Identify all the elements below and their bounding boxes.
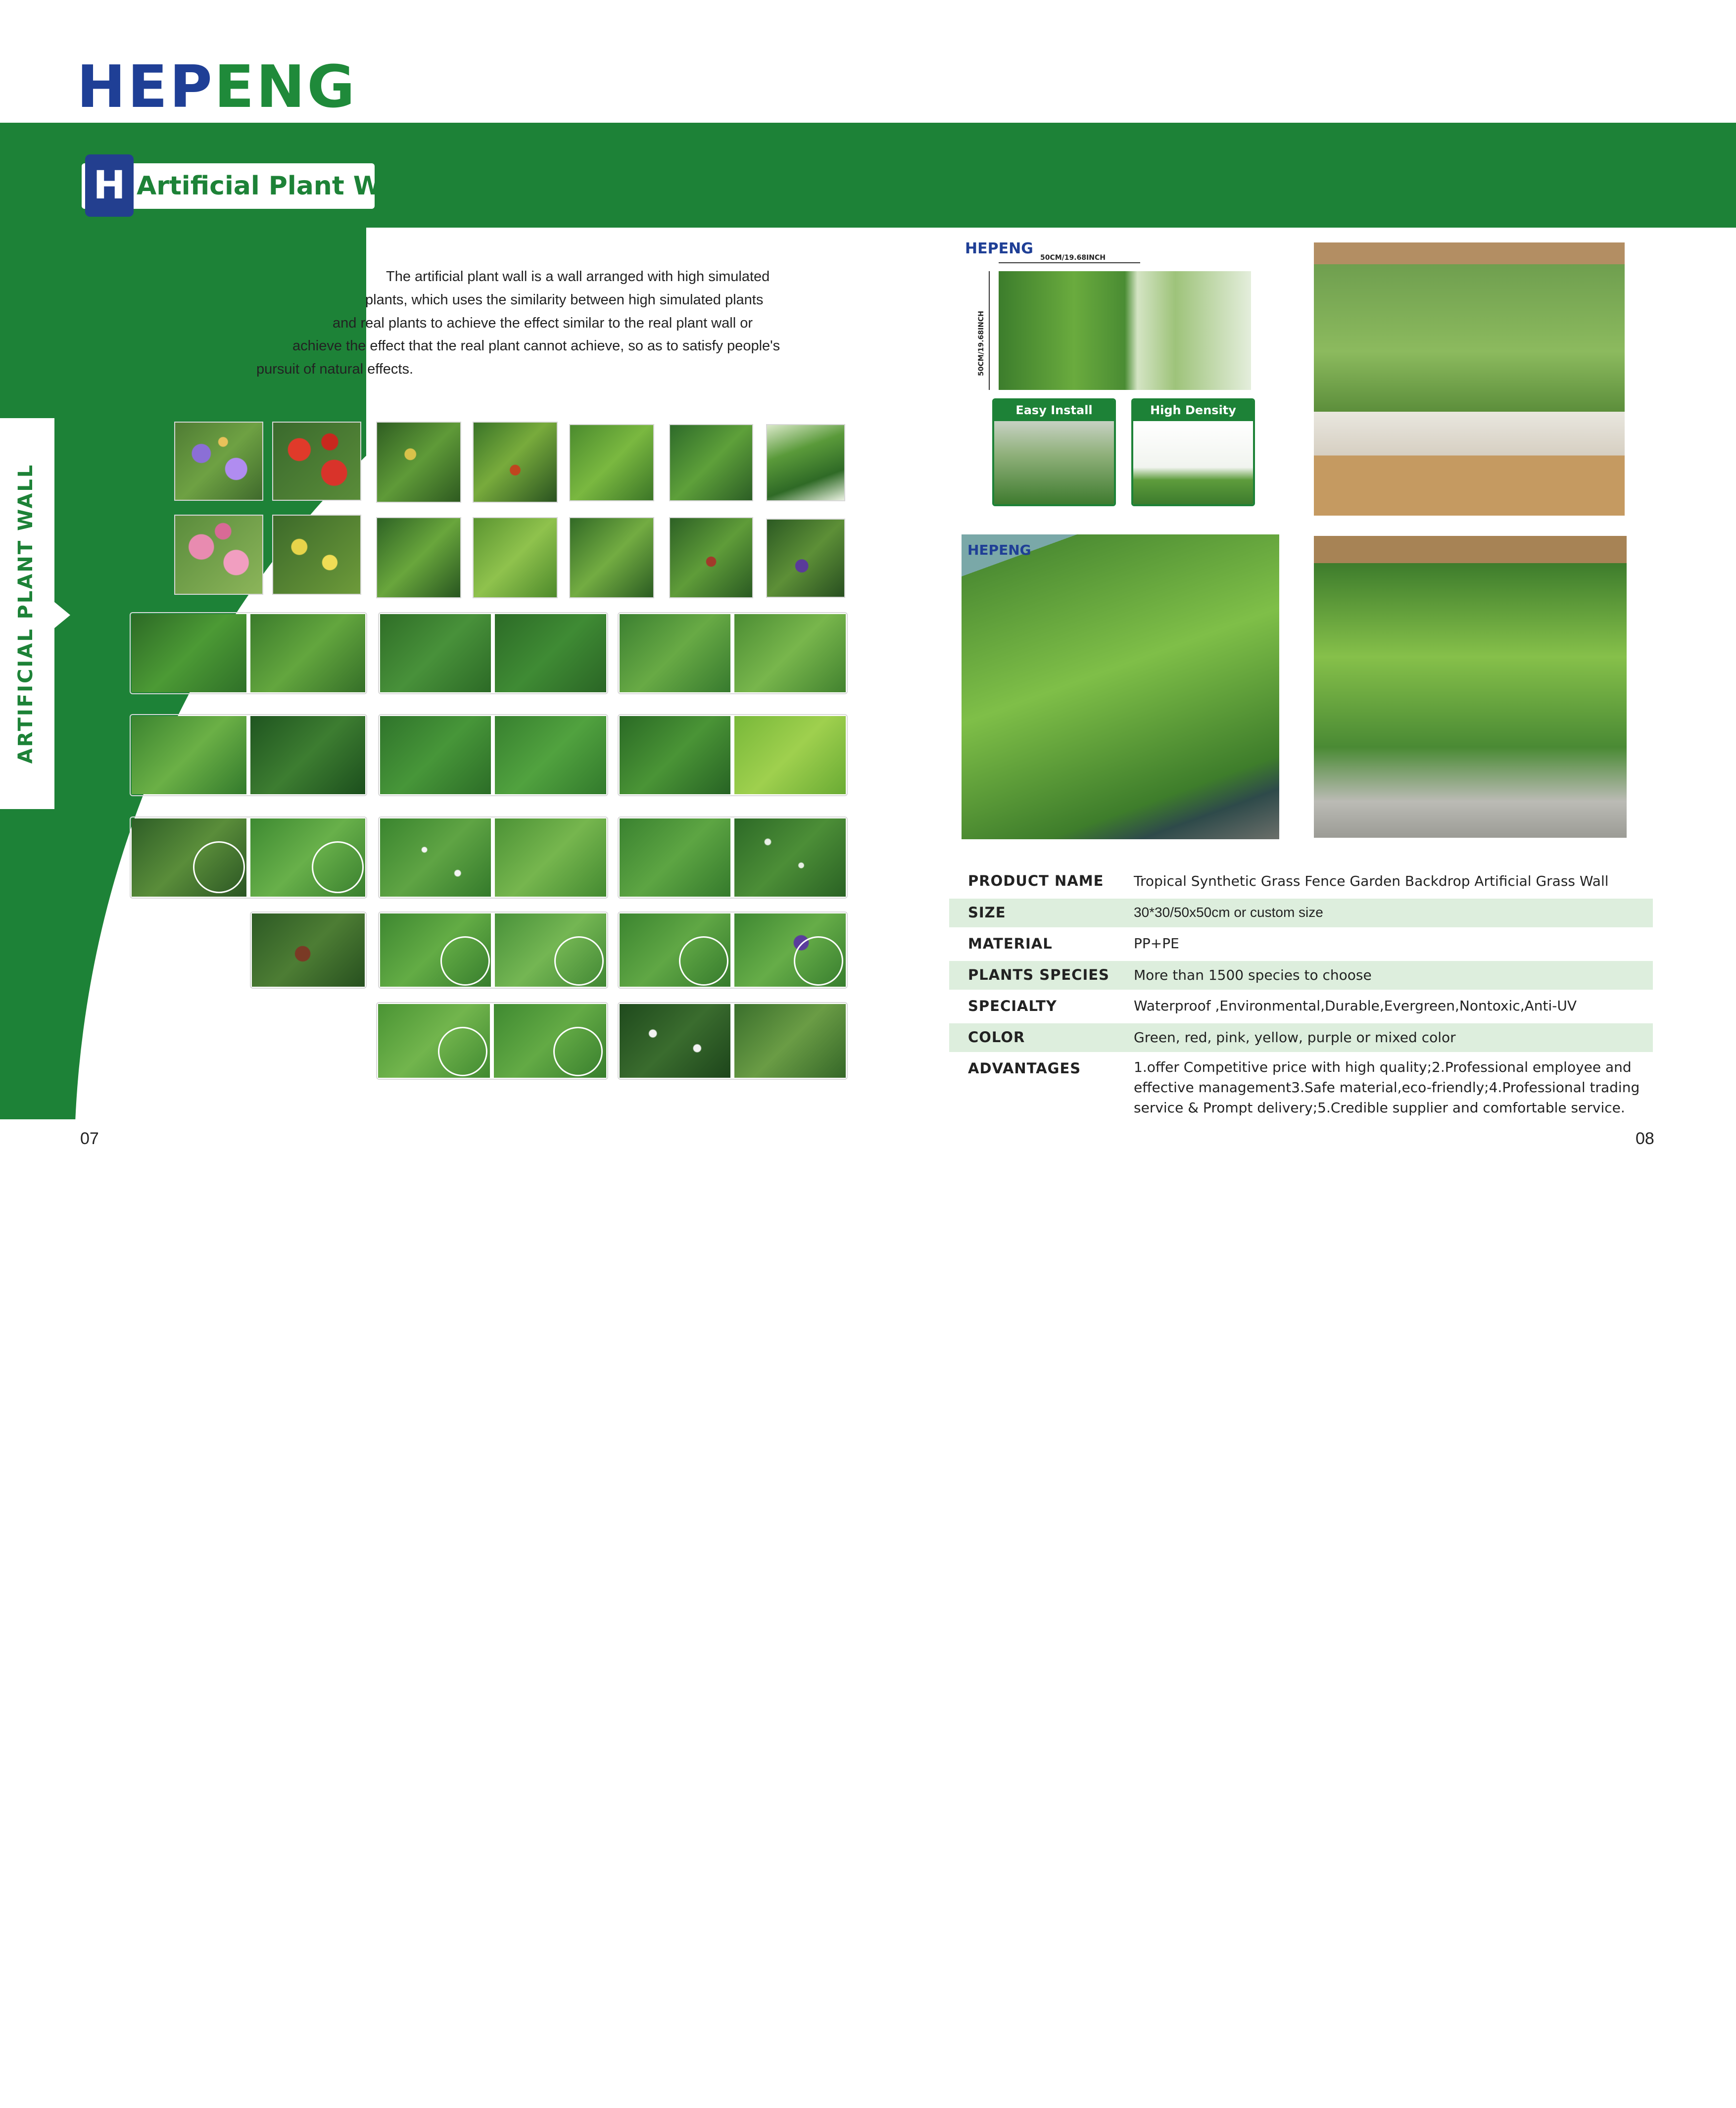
- feature-easy-install-label: Easy Install: [994, 400, 1114, 421]
- width-dimension-label: 50CM/19.68INCH: [1040, 254, 1106, 262]
- spec-key: COLOR: [968, 1029, 1025, 1046]
- swatch-red-fern: [252, 913, 365, 987]
- swatch-grass-a: [380, 716, 491, 794]
- spec-key: MATERIAL: [968, 935, 1053, 952]
- detail-circle: [794, 936, 843, 986]
- side-label: ARTIFICIAL PLANT WALL: [14, 463, 37, 764]
- detail-circle: [438, 1027, 487, 1076]
- spec-row: [949, 929, 1653, 958]
- spec-value: Waterproof ,Environmental,Durable,Evergreen,Nontoxic,Anti-UV: [1134, 998, 1577, 1014]
- feature-high-density: [1131, 398, 1255, 506]
- swatch-purple-leaf-mix: [766, 519, 845, 598]
- swatch-boxwood-a: [380, 614, 491, 692]
- intro-line-1: The artificial plant wall is a wall arranged with high simulated: [386, 269, 770, 285]
- lobby-wall-photo: [962, 534, 1279, 839]
- office-wall-photo: [1314, 536, 1627, 838]
- spec-table: [949, 866, 1653, 1133]
- swatch-ivy-mix: [376, 517, 461, 598]
- feature-easy-install: [992, 398, 1116, 506]
- swatch-mixed-fern: [734, 1004, 846, 1078]
- swatch-broadleaf-a: [132, 716, 246, 794]
- swatch-red-leaf-mix: [669, 517, 753, 598]
- detail-circle: [553, 1027, 603, 1076]
- photo-watermark-logo: HEPENG: [967, 542, 1031, 558]
- swatch-pink-flower: [174, 515, 263, 595]
- swatch-leaf-cluster: [495, 818, 606, 897]
- swatch-small-white-flower: [380, 818, 491, 897]
- swatch-fern-mix: [473, 422, 558, 503]
- swatch-needle-a: [620, 716, 730, 794]
- spec-row: [949, 992, 1653, 1020]
- product-sample-image: [999, 271, 1251, 390]
- swatch-yellow-flower: [272, 515, 361, 595]
- swatch-green-boxwood: [569, 424, 654, 501]
- detail-circle: [312, 841, 364, 893]
- spec-value: 30*30/50x50cm or custom size: [1134, 905, 1323, 920]
- page-number-left: 07: [80, 1129, 99, 1148]
- spec-row: [949, 1054, 1653, 1128]
- section-title: Artificial Plant Wall: [137, 171, 416, 201]
- spec-row: [949, 899, 1653, 927]
- small-brand-logo: HEPENG: [965, 240, 1033, 257]
- high-density-image: [1133, 421, 1253, 505]
- swatch-grass-b: [495, 716, 606, 794]
- swatch-boxwood-b: [495, 614, 606, 692]
- intro-line-3: and real plants to achieve the effect similar to the real plant wall or: [333, 315, 753, 331]
- swatch-grass-tile: [473, 517, 558, 598]
- easy-install-image: [994, 421, 1114, 505]
- spec-value: 1.offer Competitive price with high quality;2.Professional employee and effective management3.Safe material,eco-friendly;4.Professional trading service & Prompt delivery;5.Credible supplier and comfortable service.: [1134, 1059, 1640, 1116]
- living-room-photo: [1314, 242, 1625, 516]
- brand-logo: HEPENG: [77, 52, 357, 121]
- spec-value: Tropical Synthetic Grass Fence Garden Backdrop Artificial Grass Wall: [1134, 873, 1609, 889]
- swatch-leaf-green-a: [132, 614, 246, 692]
- height-dimension-label: 50CM/19.68INCH: [977, 310, 985, 376]
- swatch-dense-green: [620, 818, 730, 897]
- spec-row: [949, 961, 1653, 990]
- height-dimension-line: [989, 271, 990, 390]
- width-dimension-line: [999, 262, 1140, 263]
- detail-circle: [679, 936, 728, 986]
- swatch-broadleaf-b: [250, 716, 365, 794]
- spec-key: SPECIALTY: [968, 998, 1057, 1014]
- swatch-jasmine: [620, 1004, 730, 1078]
- swatch-tropical-leaf: [766, 424, 845, 501]
- detail-circle: [440, 936, 490, 986]
- detail-circle: [193, 841, 245, 893]
- swatch-red-flower: [272, 422, 361, 501]
- spec-key: SIZE: [968, 904, 1006, 921]
- brand-h-icon: H: [85, 154, 134, 217]
- intro-line-4: achieve the effect that the real plant cannot achieve, so as to satisfy people's: [292, 338, 780, 354]
- swatch-mixed-yellow: [376, 422, 461, 503]
- intro-line-5: pursuit of natural effects.: [256, 361, 414, 377]
- feature-high-density-label: High Density: [1133, 400, 1253, 421]
- page-number-right: 08: [1636, 1129, 1654, 1148]
- spec-value: Green, red, pink, yellow, purple or mixed color: [1134, 1029, 1456, 1046]
- detail-circle: [554, 936, 604, 986]
- spec-key: PRODUCT NAME: [968, 872, 1104, 889]
- swatch-white-dot-leaf: [734, 818, 846, 897]
- intro-line-2: plants, which uses the similarity between high simulated plants: [365, 292, 764, 308]
- swatch-fern-tile: [569, 517, 654, 598]
- spec-key: PLANTS SPECIES: [968, 966, 1109, 983]
- spec-row: [949, 1023, 1653, 1052]
- spec-row: [949, 866, 1653, 897]
- side-tab-arrow: [53, 601, 70, 629]
- swatch-needle-b: [734, 716, 846, 794]
- swatch-leaf-green-b: [250, 614, 365, 692]
- spec-value: More than 1500 species to choose: [1134, 967, 1372, 983]
- swatch-fine-leaf-b: [734, 614, 846, 692]
- swatch-fine-leaf-a: [620, 614, 730, 692]
- swatch-dense-leaf: [669, 424, 753, 501]
- swatch-purple-flower: [174, 422, 263, 501]
- spec-key: ADVANTAGES: [968, 1060, 1081, 1077]
- spec-value: PP+PE: [1134, 935, 1179, 952]
